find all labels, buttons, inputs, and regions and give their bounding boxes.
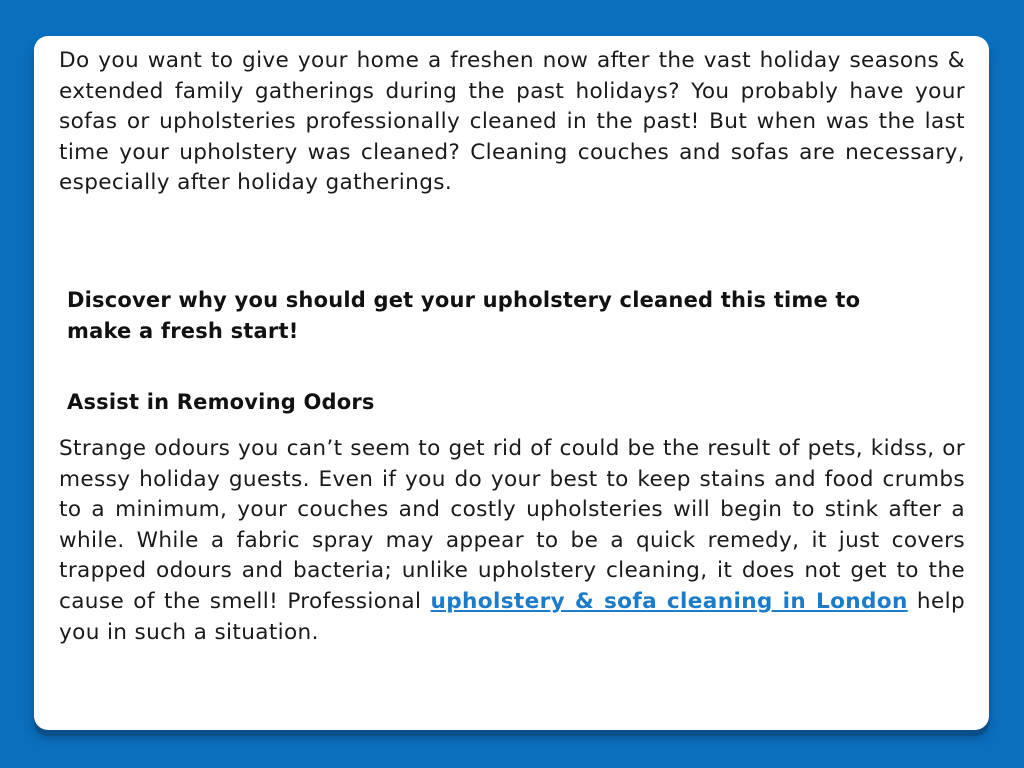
intro-paragraph: Do you want to give your home a freshen now after the vast holiday seasons & extended family gatherings during the past holidays? You probably have your sofas or upholsteries professionally cleaned in the past! But when was the last time your upholstery was cleaned? Cleaning couches and sofas are necessary, especially after holiday gatherings.	[59, 48, 965, 196]
section-text-after-link: help you in such a situation.	[59, 588, 966, 645]
content-card	[34, 36, 989, 730]
section-text-before-link: Strange odours you can’t seem to get rid of could be the result of pets, kidss, or messy holiday guests. Even if you do your best to keep stains and food crumbs to a minimum, your couches and costly upholsteries will begin to stink after a while. While a fabric spray may appear to be a quick remedy, it just covers trapped odours and bacteria; unlike upholstery cleaning, it does not get to the cause of the smell! Professional	[59, 436, 965, 614]
discover-heading: Discover why you should get your upholstery cleaned this time to make a fresh start!	[67, 288, 861, 343]
section-heading: Assist in Removing Odors	[67, 390, 375, 414]
section-paragraph	[59, 434, 965, 648]
upholstery-cleaning-link[interactable]: upholstery & sofa cleaning in London	[430, 588, 908, 614]
